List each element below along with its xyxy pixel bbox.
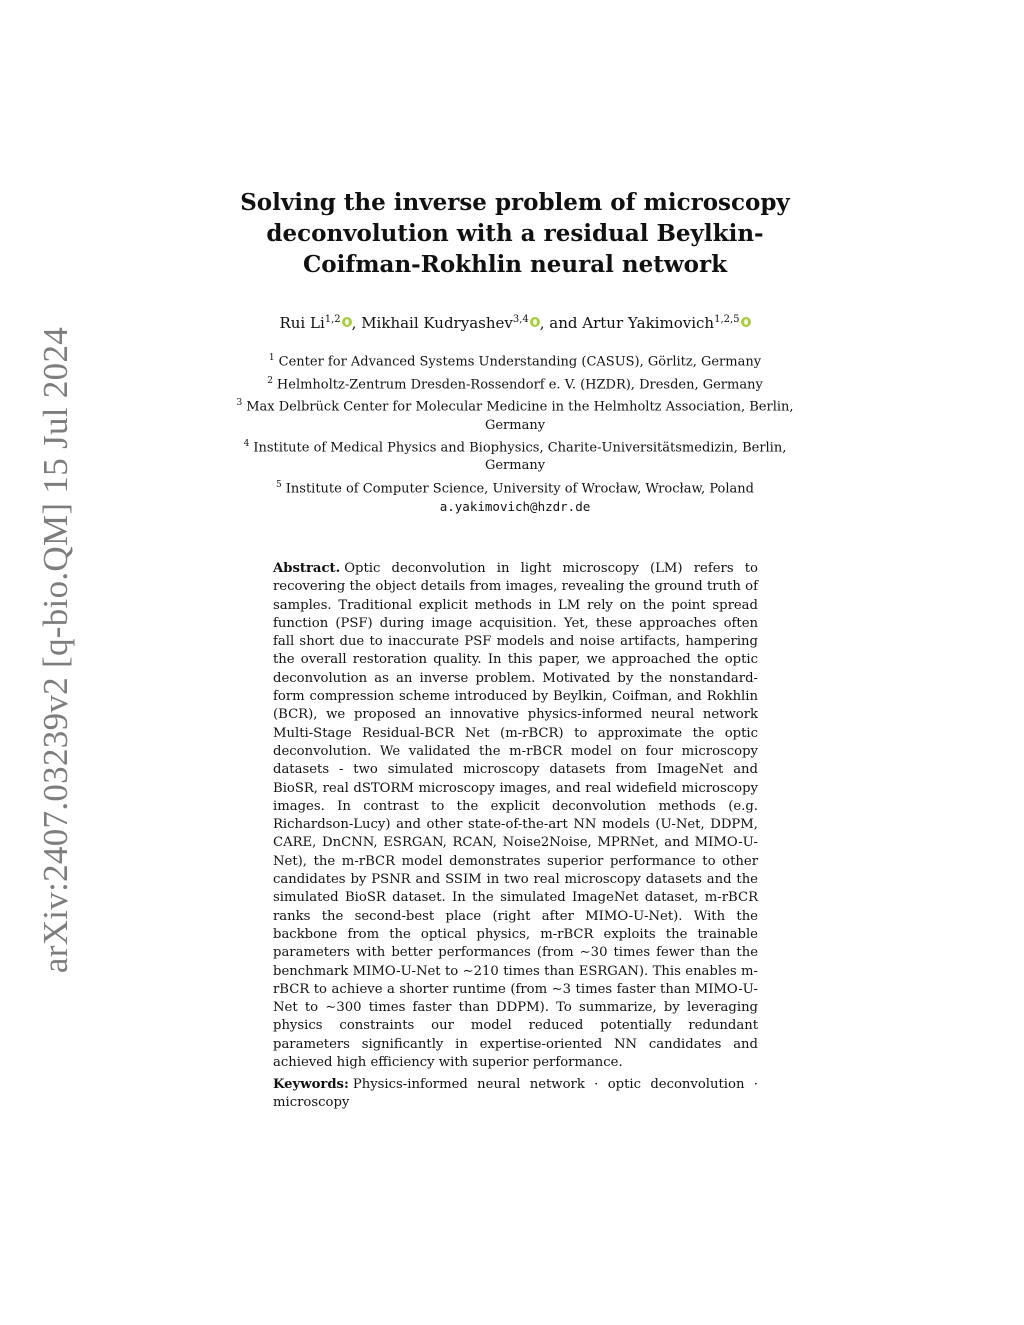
- affiliation-number: 2: [267, 375, 273, 386]
- affiliation: [220, 349, 810, 372]
- affiliation-text: Helmholtz-Zentrum Dresden-Rossendorf e. V. (HZDR), Dresden, Germany: [276, 376, 763, 392]
- affiliation-number: 3: [236, 398, 243, 409]
- affiliation: [220, 372, 810, 395]
- abstract-label: Abstract.: [273, 561, 341, 576]
- author-separator: , and: [539, 314, 583, 332]
- affiliation-text: Institute of Medical Physics and Biophysics, Charite-Universitätsmedizin, Berlin, Germany: [253, 440, 787, 474]
- affiliation-list: [220, 349, 810, 516]
- affiliation: [220, 394, 810, 435]
- author-name: Rui Li: [279, 314, 325, 332]
- affiliation-number: 5: [276, 479, 282, 490]
- author-affiliation-marks: 3,4: [512, 314, 529, 325]
- abstract-text: Optic deconvolution in light microscopy (LM) refers to recovering the object details from images, revealing the ground truth of samples. Traditional explicit methods in LM rely on the point spread function (PSF) during image acquisition. Yet, these approaches often fall short due to inaccurate PSF models and noise artifacts, hampering the overall restoration quality. In this paper, we approached the optic deconvolution as an inverse problem. Motivated by the nonstandard-form compression scheme introduced by Beylkin, Coifman, and Rokhlin (BCR), we proposed an innovative physics-informed neural network Multi-Stage Residual-BCR Net (m-rBCR) to approximate the optic deconvolution. We validated the m-rBCR model on four microscopy datasets - two simulated microscopy datasets from ImageNet and BioSR, real dSTORM microscopy images, and real widefield microscopy images. In contrast to the explicit deconvolution methods (e.g. Richardson-Lucy) and other state-of-the-art NN models (U-Net, DDPM, CARE, DnCNN, ESRGAN, RCAN, Noise2Noise, MPRNet, and MIMO-U-Net), the m-rBCR model demonstrates superior performance to other candidates by PSNR and SSIM in two real microscopy datasets and the simulated BioSR dataset. In the simulated ImageNet dataset, m-rBCR ranks the second-best place (right after MIMO-U-Net). With the backbone from the optical physics, m-rBCR exploits the trainable parameters with better performances (from ∼30 times fewer than the benchmark MIMO-U-Net to ∼210 times than ESRGAN). This enables m-rBCR to achieve a shorter runtime (from ∼3 times faster than MIMO-U-Net to ∼300 times faster than DDPM). To summarize, by leveraging physics constraints our model reduced potentially redundant parameters significantly in expertise-oriented NN candidates and achieved high efficiency with superior performance.: [273, 561, 758, 1071]
- paper-title: Solving the inverse problem of microscopy deconvolution with a residual Beylkin-Coifman-Rokhlin neural network: [240, 189, 790, 278]
- arxiv-identifier: arXiv:2407.03239v2 [q-bio.QM] 15 Jul 2024: [36, 326, 75, 974]
- affiliation-number: 4: [243, 438, 250, 449]
- author-list: [160, 314, 870, 332]
- contact-email[interactable]: a.yakimovich@hzdr.de: [439, 499, 591, 515]
- affiliation-text: Center for Advanced Systems Understanding (CASUS), Görlitz, Germany: [278, 354, 762, 370]
- keywords-text: Physics-informed neural network · optic deconvolution · microscopy: [273, 1077, 758, 1111]
- orcid-icon[interactable]: [342, 317, 352, 327]
- author-separator: ,: [351, 314, 362, 332]
- keywords: [273, 1076, 758, 1113]
- affiliation: [220, 435, 810, 476]
- orcid-icon[interactable]: [741, 317, 751, 327]
- author-name: Mikhail Kudryashev: [361, 314, 513, 332]
- affiliation-text: Max Delbrück Center for Molecular Medicine in the Helmholtz Association, Berlin, Germany: [246, 399, 794, 433]
- author-affiliation-marks: 1,2: [324, 314, 341, 325]
- author-affiliation-marks: 1,2,5: [714, 314, 740, 325]
- keywords-label: Keywords:: [273, 1077, 349, 1092]
- affiliation: [220, 476, 810, 499]
- author-name: Artur Yakimovich: [582, 314, 715, 332]
- affiliation-text: Institute of Computer Science, University of Wrocław, Wrocław, Poland: [285, 480, 754, 496]
- affiliation-number: 1: [268, 353, 275, 363]
- orcid-icon[interactable]: [530, 317, 540, 327]
- abstract: [273, 560, 758, 1072]
